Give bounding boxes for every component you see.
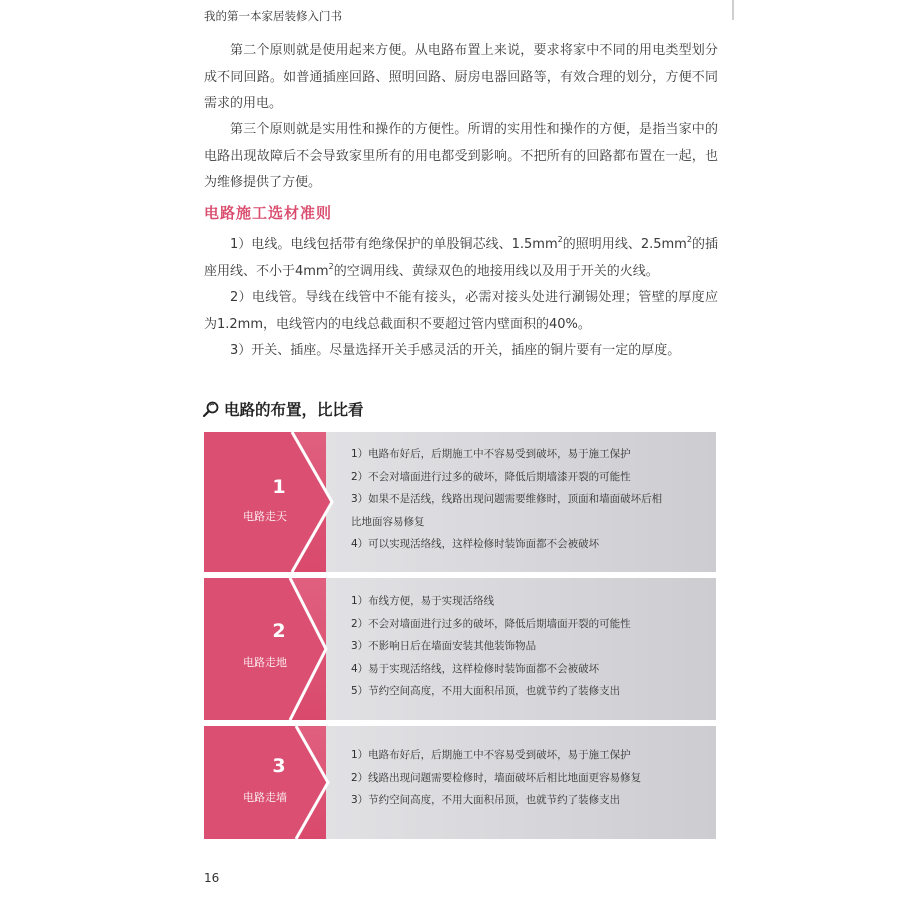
- list-item: 3）不影响日后在墙面安装其他装饰物品: [351, 640, 537, 652]
- list-item: 比地面容易修复: [351, 515, 425, 528]
- option-label: 电路走天: [243, 510, 287, 523]
- option-points: [351, 443, 701, 556]
- chevron-separator: [204, 432, 364, 572]
- list-item: 1）电路布好后，后期施工中不容易受到破坏，易于施工保护: [351, 448, 631, 460]
- paragraph-conduit: 2）电线管。导线在线管中不能有接头，必需对接头处进行涮锡处理；管壁的厚度应为1.2mm，电线管内的电线总截面积不要超过管内壁面积的40%。: [204, 290, 718, 332]
- list-item: 5）节约空间高度，不用大面积吊顶，也就节约了装修支出: [351, 685, 621, 697]
- list-item: 2）线路出现问题需要检修时，墙面破坏后相比地面更容易修复: [351, 771, 642, 784]
- option-card-2: [204, 578, 716, 720]
- compare-heading: [202, 398, 364, 420]
- option-label: 电路走墙: [243, 791, 287, 804]
- option-number: 3: [272, 755, 286, 777]
- option-label: 电路走地: [243, 656, 287, 669]
- paragraph-switches: 3）开关、插座。尽量选择开关手感灵活的开关，插座的铜片要有一定的厚度。: [230, 343, 681, 358]
- paragraph-principle-3: 第三个原则就是实用性和操作的方便性。所谓的实用性和操作的方便，是指当家中的电路出现故障后不会导致家里所有的用电都受到影响。不把所有的回路都布置在一起，也为维修提供了方便。: [204, 122, 718, 190]
- paragraph-wires: 1）电线。电线包括带有绝缘保护的单股铜芯线、$1.5mm^2$的照明用线、$2.5mm^2$的插座用线、不小于$4mm^2$的空调用线、黄绿双色的地接用线以及用于开关的火线。: [204, 235, 718, 279]
- chevron-separator: [204, 726, 364, 839]
- running-head: 我的第一本家居装修入门书: [204, 9, 342, 23]
- list-item: 2）不会对墙面进行过多的破坏，降低后期墙面开裂的可能性: [351, 617, 631, 630]
- option-number: 2: [272, 620, 286, 642]
- option-points: [351, 744, 701, 812]
- option-points: [351, 590, 701, 703]
- option-card-1: [204, 432, 716, 572]
- list-item: 2）不会对墙面进行过多的破坏，降低后期墙漆开裂的可能性: [351, 470, 631, 483]
- list-item: 1）电路布好后，后期施工中不容易受到破坏，易于施工保护: [351, 749, 631, 761]
- compare-title: 电路的布置，比比看: [224, 401, 364, 419]
- magnifier-icon: [202, 400, 220, 418]
- option-number: 1: [272, 476, 286, 498]
- paragraph-principle-2: 第二个原则就是使用起来方便。从电路布置上来说，要求将家中不同的用电类型划分成不同回路。如普通插座回路、照明回路、厨房电器回路等，有效合理的划分，方便不同需求的用电。: [204, 43, 718, 111]
- list-item: 3）节约空间高度，不用大面积吊顶，也就节约了装修支出: [351, 794, 621, 806]
- list-item: 4）易于实现活络线，这样检修时装饰面都不会被破坏: [351, 662, 600, 675]
- page-number: 16: [204, 871, 220, 885]
- list-item: 1）布线方便，易于实现活络线: [351, 595, 495, 607]
- section-title: 电路施工选材准则: [204, 204, 333, 222]
- list-item: 4）可以实现活络线，这样检修时装饰面都不会被破坏: [351, 538, 600, 550]
- chevron-separator: [204, 578, 364, 720]
- header-divider: [732, 0, 734, 20]
- option-card-3: [204, 726, 716, 839]
- list-item: 3）如果不是活线，线路出现问题需要维修时，顶面和墙面破坏后相: [351, 493, 663, 505]
